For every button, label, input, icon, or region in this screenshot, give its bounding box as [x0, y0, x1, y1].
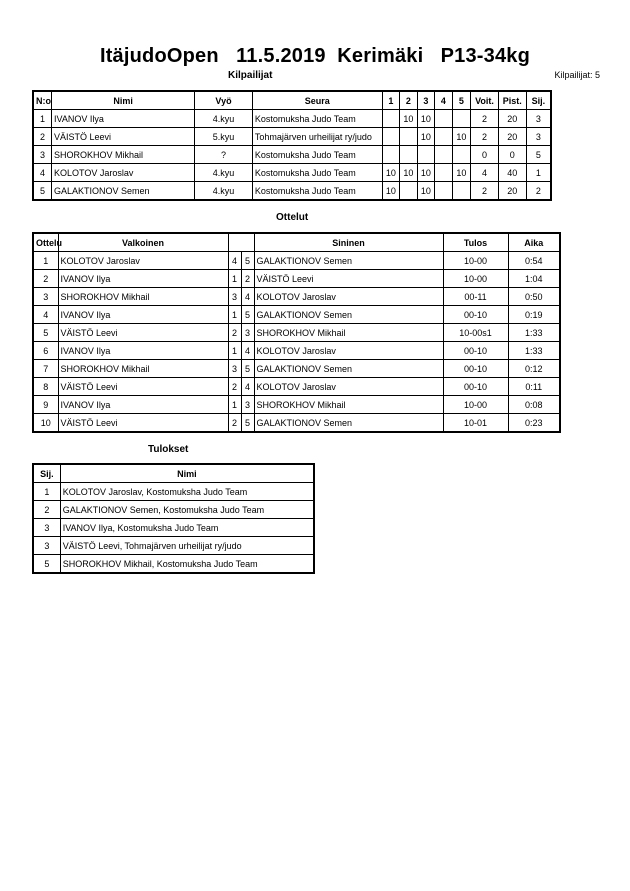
match-cell: 3 [228, 360, 241, 378]
competitor-cell: Tohmajärven urheilijat ry/judo [252, 128, 382, 146]
match-cell: 2 [228, 324, 241, 342]
match-cell: 3 [241, 324, 254, 342]
match-cell: GALAKTIONOV Semen [254, 252, 443, 270]
competitor-cell: 2 [526, 182, 551, 201]
match-cell: 2 [33, 270, 58, 288]
competitor-cell: 2 [33, 128, 52, 146]
competitor-cell: ? [195, 146, 253, 164]
match-cell: 1 [228, 342, 241, 360]
match-row [33, 396, 560, 414]
results-heading: Tulokset [148, 444, 189, 455]
header-sininen: Sininen [254, 233, 443, 252]
match-cell: 4 [241, 378, 254, 396]
competitor-cell: IVANOV Ilya [52, 110, 195, 128]
result-row [33, 519, 314, 537]
match-row [33, 252, 560, 270]
match-cell: 0:19 [508, 306, 560, 324]
match-row [33, 270, 560, 288]
page-title: ItäjudoOpen 11.5.2019 Kerimäki P13-34kg [99, 45, 531, 67]
competitor-cell: 10 [400, 164, 418, 182]
competitor-row [33, 110, 551, 128]
header-nimi: Nimi [60, 464, 314, 483]
competitor-cell: 2 [471, 110, 499, 128]
match-cell: 1 [228, 306, 241, 324]
competitors-header-cell: 1 [382, 91, 400, 110]
competitor-cell: 5.kyu [195, 128, 253, 146]
result-row [33, 555, 314, 574]
competitor-count: Kilpailijat: 5 [554, 70, 600, 80]
match-cell: GALAKTIONOV Semen [254, 306, 443, 324]
match-cell: 00-11 [443, 288, 508, 306]
match-cell: 5 [241, 306, 254, 324]
competitor-cell: 20 [498, 128, 526, 146]
competitors-header-cell: Vyö [195, 91, 253, 110]
competitor-cell: 3 [526, 110, 551, 128]
match-cell: 0:11 [508, 378, 560, 396]
competitors-header-cell: Seura [252, 91, 382, 110]
result-row [33, 537, 314, 555]
competitor-cell: 10 [417, 182, 435, 201]
match-cell: 10 [33, 414, 58, 433]
competitor-cell: 20 [498, 110, 526, 128]
competitor-cell: 10 [382, 164, 400, 182]
competitor-cell: 40 [498, 164, 526, 182]
match-cell: 3 [33, 288, 58, 306]
match-cell: SHOROKHOV Mikhail [254, 396, 443, 414]
match-cell: 4 [228, 252, 241, 270]
match-cell: 0:08 [508, 396, 560, 414]
match-cell: 5 [241, 414, 254, 433]
competitor-cell: 2 [471, 182, 499, 201]
competitor-cell: 5 [33, 182, 52, 201]
header-ottelu: Ottelu [33, 233, 58, 252]
competitor-cell: 20 [498, 182, 526, 201]
match-cell: IVANOV Ilya [58, 396, 228, 414]
match-cell: IVANOV Ilya [58, 270, 228, 288]
header-aika: Aika [508, 233, 560, 252]
match-cell: 3 [241, 396, 254, 414]
competitor-cell: GALAKTIONOV Semen [52, 182, 195, 201]
match-cell: KOLOTOV Jaroslav [58, 252, 228, 270]
matches-header-row [33, 233, 560, 252]
competitor-cell: 10 [417, 164, 435, 182]
competitor-cell: 4 [33, 164, 52, 182]
match-row [33, 324, 560, 342]
match-cell: 1:33 [508, 342, 560, 360]
match-cell: GALAKTIONOV Semen [254, 414, 443, 433]
match-cell: 3 [228, 288, 241, 306]
match-cell: 00-10 [443, 378, 508, 396]
match-cell: 5 [241, 252, 254, 270]
match-cell: 0:12 [508, 360, 560, 378]
competitor-cell: 3 [33, 146, 52, 164]
header-tulos: Tulos [443, 233, 508, 252]
match-row [33, 378, 560, 396]
match-row [33, 306, 560, 324]
competitor-cell: 4.kyu [195, 110, 253, 128]
competitor-cell [435, 128, 453, 146]
match-cell: KOLOTOV Jaroslav [254, 342, 443, 360]
competitor-cell: 1 [33, 110, 52, 128]
match-cell: 1 [33, 252, 58, 270]
matches-table [32, 232, 561, 433]
match-cell: 9 [33, 396, 58, 414]
match-cell: 10-00 [443, 396, 508, 414]
match-cell: 2 [228, 414, 241, 433]
competitor-cell [417, 146, 435, 164]
competitor-cell: 2 [471, 128, 499, 146]
match-cell: 00-10 [443, 342, 508, 360]
match-cell: 10-00 [443, 270, 508, 288]
competitors-header-cell: Pist. [498, 91, 526, 110]
result-cell: SHOROKHOV Mikhail, Kostomuksha Judo Team [60, 555, 314, 574]
match-cell: VÄISTÖ Leevi [58, 414, 228, 433]
competitor-cell [452, 146, 471, 164]
match-cell: 1:33 [508, 324, 560, 342]
match-cell: KOLOTOV Jaroslav [254, 378, 443, 396]
competitor-cell: 3 [526, 128, 551, 146]
competitor-cell: 4.kyu [195, 164, 253, 182]
results-header-row [33, 464, 314, 483]
competitor-cell: 10 [400, 110, 418, 128]
competitor-cell: Kostomuksha Judo Team [252, 110, 382, 128]
match-cell: 10-00s1 [443, 324, 508, 342]
competitor-row [33, 146, 551, 164]
match-cell: GALAKTIONOV Semen [254, 360, 443, 378]
match-cell: 1 [228, 270, 241, 288]
competitor-cell: SHOROKHOV Mikhail [52, 146, 195, 164]
competitor-cell: 4.kyu [195, 182, 253, 201]
match-cell: SHOROKHOV Mikhail [58, 288, 228, 306]
match-cell: VÄISTÖ Leevi [254, 270, 443, 288]
match-cell: 0:54 [508, 252, 560, 270]
competitor-cell [435, 164, 453, 182]
match-cell: VÄISTÖ Leevi [58, 378, 228, 396]
competitors-header-cell: Sij. [526, 91, 551, 110]
match-cell: 5 [33, 324, 58, 342]
competitor-row [33, 128, 551, 146]
competitor-cell: KOLOTOV Jaroslav [52, 164, 195, 182]
match-cell: SHOROKHOV Mikhail [58, 360, 228, 378]
result-cell: 2 [33, 501, 60, 519]
competitor-cell: Kostomuksha Judo Team [252, 182, 382, 201]
competitor-cell [400, 128, 418, 146]
competitors-header-cell: 3 [417, 91, 435, 110]
match-cell: 4 [33, 306, 58, 324]
match-cell: 10-00 [443, 252, 508, 270]
competitors-header-cell: N:o [33, 91, 52, 110]
match-cell: 0:23 [508, 414, 560, 433]
match-cell: 00-10 [443, 360, 508, 378]
competitors-header-row [33, 91, 551, 110]
competitor-cell: 10 [417, 110, 435, 128]
competitor-row [33, 182, 551, 201]
competitor-cell: 10 [382, 182, 400, 201]
result-cell: KOLOTOV Jaroslav, Kostomuksha Judo Team [60, 483, 314, 501]
competitor-cell: 0 [498, 146, 526, 164]
match-cell: 8 [33, 378, 58, 396]
header-valkoinen: Valkoinen [58, 233, 228, 252]
result-cell: GALAKTIONOV Semen, Kostomuksha Judo Team [60, 501, 314, 519]
competitor-cell: 10 [452, 128, 471, 146]
result-cell: 3 [33, 519, 60, 537]
competitor-cell [382, 146, 400, 164]
match-row [33, 342, 560, 360]
match-row [33, 288, 560, 306]
match-cell: KOLOTOV Jaroslav [254, 288, 443, 306]
competitor-cell [435, 146, 453, 164]
competitors-table [32, 90, 552, 201]
header-sij: Sij. [33, 464, 60, 483]
competitor-row [33, 164, 551, 182]
competitor-cell [435, 182, 453, 201]
competitor-cell: 0 [471, 146, 499, 164]
match-cell: 2 [241, 270, 254, 288]
competitor-cell: 1 [526, 164, 551, 182]
competitors-header-cell: Nimi [52, 91, 195, 110]
matches-heading: Ottelut [276, 212, 309, 223]
competitor-cell: 10 [417, 128, 435, 146]
match-cell: 7 [33, 360, 58, 378]
competitors-header-cell: 5 [452, 91, 471, 110]
competitor-cell [452, 182, 471, 201]
competitor-cell: 10 [452, 164, 471, 182]
match-cell: 10-01 [443, 414, 508, 433]
results-table [32, 463, 315, 574]
result-cell: 3 [33, 537, 60, 555]
competitor-cell [452, 110, 471, 128]
competitor-cell [400, 146, 418, 164]
competitor-cell: 4 [471, 164, 499, 182]
match-cell: IVANOV Ilya [58, 306, 228, 324]
result-cell: VÄISTÖ Leevi, Tohmajärven urheilijat ry/judo [60, 537, 314, 555]
result-cell: IVANOV Ilya, Kostomuksha Judo Team [60, 519, 314, 537]
competitor-cell [382, 128, 400, 146]
match-row [33, 360, 560, 378]
competitor-cell: VÄISTÖ Leevi [52, 128, 195, 146]
result-cell: 5 [33, 555, 60, 574]
result-row [33, 483, 314, 501]
competitors-header-cell: 2 [400, 91, 418, 110]
result-row [33, 501, 314, 519]
match-row [33, 414, 560, 433]
match-cell: 1 [228, 396, 241, 414]
competitor-cell: Kostomuksha Judo Team [252, 164, 382, 182]
competitors-heading: Kilpailijat [228, 70, 273, 81]
match-cell: 6 [33, 342, 58, 360]
match-cell: 4 [241, 342, 254, 360]
match-cell: 1:04 [508, 270, 560, 288]
match-cell: 2 [228, 378, 241, 396]
competitors-header-cell: 4 [435, 91, 453, 110]
competitor-cell [400, 182, 418, 201]
competitors-header-cell: Voit. [471, 91, 499, 110]
match-cell: 00-10 [443, 306, 508, 324]
competitor-cell [382, 110, 400, 128]
competitor-cell [435, 110, 453, 128]
header-spacer [228, 233, 254, 252]
match-cell: 5 [241, 360, 254, 378]
match-cell: IVANOV Ilya [58, 342, 228, 360]
match-cell: SHOROKHOV Mikhail [254, 324, 443, 342]
match-cell: 4 [241, 288, 254, 306]
result-cell: 1 [33, 483, 60, 501]
competitor-cell: Kostomuksha Judo Team [252, 146, 382, 164]
match-cell: VÄISTÖ Leevi [58, 324, 228, 342]
competitor-cell: 5 [526, 146, 551, 164]
match-cell: 0:50 [508, 288, 560, 306]
